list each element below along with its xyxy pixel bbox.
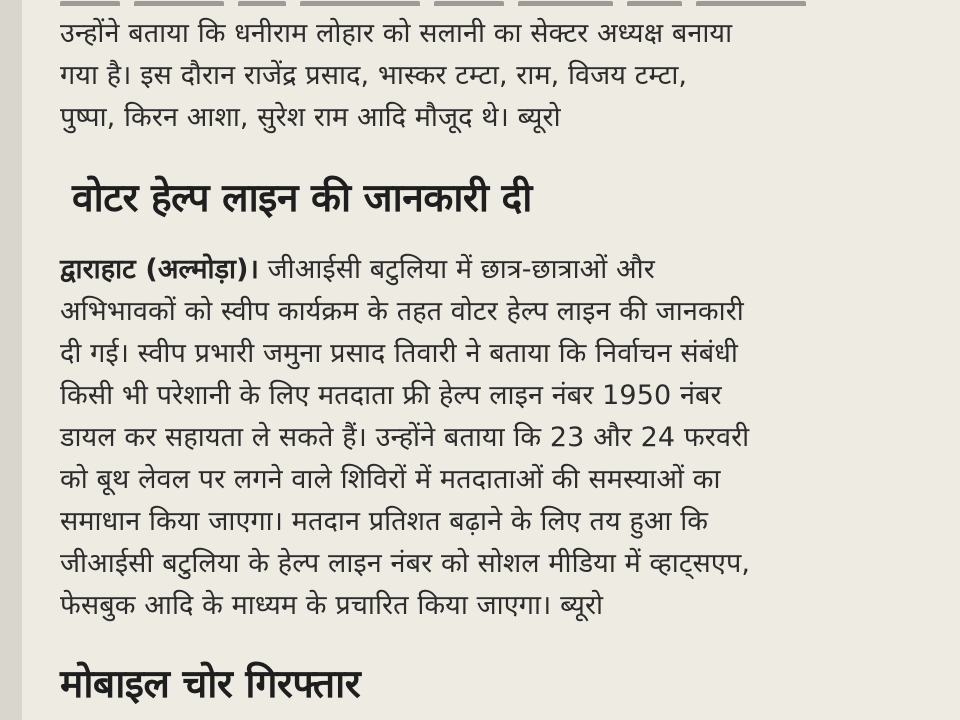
article2-line-6: को बूथ लेवल पर लगने वाले शिविरों में मतदाताओं की समस्याओं का [60, 464, 721, 495]
article2-line-8: जीआईसी बटुलिया के हेल्प लाइन नंबर को सोशल मीडिया में व्हाट्सएप, [60, 548, 751, 579]
article2-headline: वोटर हेल्प लाइन की जानकारी दी [72, 176, 532, 221]
cropped-text-top [60, 0, 940, 6]
article2-line-1 [60, 249, 655, 286]
newspaper-clipping [22, 0, 960, 720]
article2-dateline: द्वाराहाट (अल्मोड़ा)। [60, 254, 259, 285]
article3-headline: मोबाइल चोर गिरफ्तार [60, 662, 361, 707]
cropped-text-bottom [60, 712, 940, 720]
article2-line-5: डायल कर सहायता ले सकते हैं। उन्होंने बताया कि 23 और 24 फरवरी [60, 422, 750, 453]
article2-line-1-text: जीआईसी बटुलिया में छात्र-छात्राओं और [258, 254, 655, 285]
article2-line-4: किसी भी परेशानी के लिए मतदाता फ्री हेल्प लाइन नंबर 1950 नंबर [60, 380, 722, 411]
article1-line-2: गया है। इस दौरान राजेंद्र प्रसाद, भास्कर टम्टा, राम, विजय टम्टा, [60, 60, 688, 91]
article1-line-3: पुष्पा, किरन आशा, सुरेश राम आदि मौजूद थे। ब्यूरो [60, 102, 561, 133]
article2-line-9: फेसबुक आदि के माध्यम के प्रचारित किया जाएगा। ब्यूरो [60, 590, 604, 621]
article2-line-2: अभिभावकों को स्वीप कार्यक्रम के तहत वोटर हेल्प लाइन की जानकारी [60, 296, 744, 327]
article2-line-3: दी गई। स्वीप प्रभारी जमुना प्रसाद तिवारी ने बताया कि निर्वाचन संबंधी [60, 338, 738, 369]
article1-line-1: उन्होंने बताया कि धनीराम लोहार को सलानी का सेक्टर अध्यक्ष बनाया [60, 18, 733, 49]
article2-line-7: समाधान किया जाएगा। मतदान प्रतिशत बढ़ाने के लिए तय हुआ कि [60, 506, 709, 537]
